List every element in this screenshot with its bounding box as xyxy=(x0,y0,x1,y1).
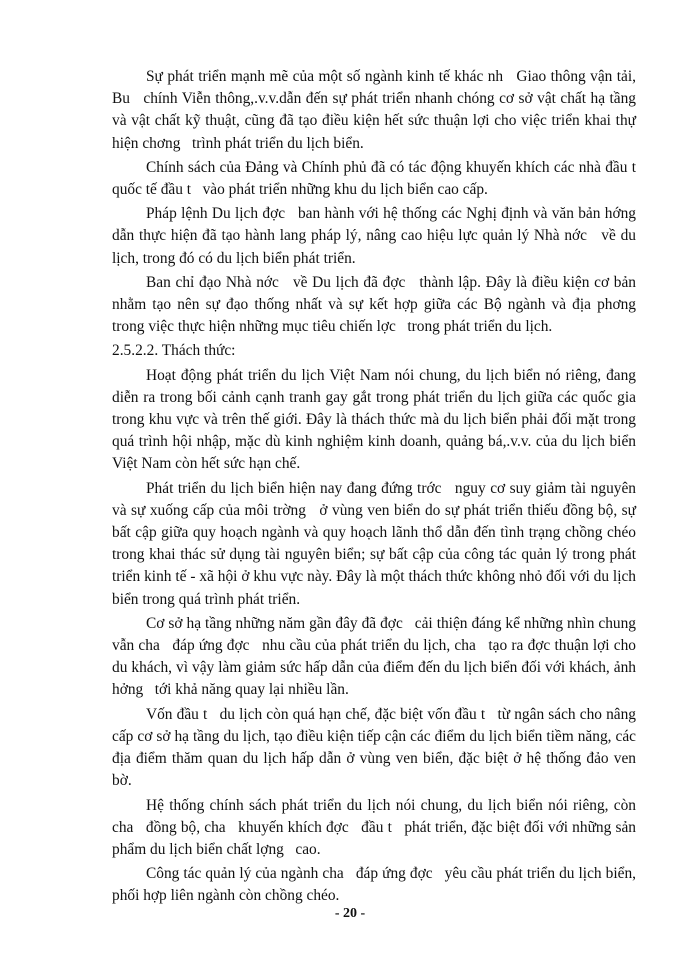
paragraph-management: Công tác quản lý của ngành cha đáp ứng đợc yêu cầu phát triển du lịch biển, phối hợp liên ngành còn chồng chéo. xyxy=(112,865,640,905)
paragraph-steering-committee: Ban chỉ đạo Nhà nớc về Du lịch đã đợc thành lập. Đây là điều kiện cơ bản nhằm tạo nên sự đạo thống nhất và sự kết hợp giữa các Bộ ngành và địa phơng trong việc thực hiện những mục tiêu chiến lợc trong phát triển du lịch. xyxy=(112,273,648,336)
paragraph-environment: Phát triển du lịch biển hiện nay đang đứng trớc nguy cơ suy giảm tài nguyên và sự xuống cấp của môi trờng ở vùng ven biển do sự phát triển thiếu đồng bộ, sự bất cập giữa quy hoạch ngành và quy hoạch lãnh thổ dẫn đến tình trạng chồng chéo trong khai thác sử dụng tài nguyên biển; sự bất cập của công tác quản lý trong phát triển kinh tế - xã hội ở khu vực này. Đây là một thách thức không nhỏ đối với du lịch biển trong quá trình phát triển. xyxy=(112,479,640,608)
document-body xyxy=(112,66,648,910)
paragraph-tourism-ordinance: Pháp lệnh Du lịch đợc ban hành với hệ thống các Nghị định và văn bản hớng dẫn thực hiện đã tạo hành lang pháp lý, nâng cao hiệu lực quản lý Nhà nớc về du lịch, trong đó có du lịch biển phát triển. xyxy=(112,205,648,267)
paragraph-economic-sectors: Sự phát triển mạnh mẽ của một số ngành kinh tế khác nh Giao thông vận tải, Bu chính Viễn thông,.v.v.dẫn đến sự phát triển nhanh chóng cơ sở vật chất hạ tầng và vật chất kỹ thuật, cũng đã tạo điều kiện hết sức thuận lợi cho việc triển khai thự hiện chơng trình phát triển du lịch biển. xyxy=(112,68,640,152)
paragraph-investment: Vốn đầu t du lịch còn quá hạn chế, đặc biệt vốn đầu t từ ngân sách cho nâng cấp cơ sở hạ tầng du lịch, tạo điều kiện tiếp cận các điểm du lịch biển tiềm năng, các địa điểm thăm quan du lịch hấp dẫn ở vùng ven biển, đặc biệt ở hệ thống đảo ven bờ. xyxy=(112,705,640,790)
paragraph-policy-system: Hệ thống chính sách phát triển du lịch nói chung, du lịch biển nói riêng, còn cha đồng bộ, cha khuyến khích đợc đầu t phát triển, đặc biệt đối với những sản phẩm du lịch biển chất lợng cao. xyxy=(112,796,640,858)
paragraph-government-policy: Chính sách của Đảng và Chính phủ đã có tác động khuyến khích các nhà đầu t quốc tế đầu t vào phát triển những khu du lịch biển cao cấp. xyxy=(112,158,648,199)
page-number: - 20 - xyxy=(334,906,366,921)
section-heading-challenges: 2.5.2.2. Thách thức: xyxy=(112,342,236,360)
paragraph-infrastructure: Cơ sở hạ tầng những năm gần đây đã đợc cải thiện đáng kể những nhìn chung vẫn cha đáp ứng đợc nhu cầu của phát triển du lịch, cha tạo ra đợc thuận lợi cho du khách, vì vậy làm giảm sức hấp dẫn của điểm đến du lịch biển đối với khách, ảnh hởng tới khả năng quay lại nhiều lần. xyxy=(112,614,640,699)
paragraph-competition: Hoạt động phát triển du lịch Việt Nam nói chung, du lịch biển nó riêng, đang diễn ra trong bối cảnh cạnh tranh gay gắt trong phát triển du lịch giữa các quốc gia trong khu vực và trên thế giới. Đây là thách thức mà du lịch biển phải đối mặt trong quá trình hội nhập, mặc dù kinh nghiệm kinh doanh, quảng bá,.v.v. của du lịch biển Việt Nam còn hết sức hạn chế. xyxy=(112,366,640,473)
